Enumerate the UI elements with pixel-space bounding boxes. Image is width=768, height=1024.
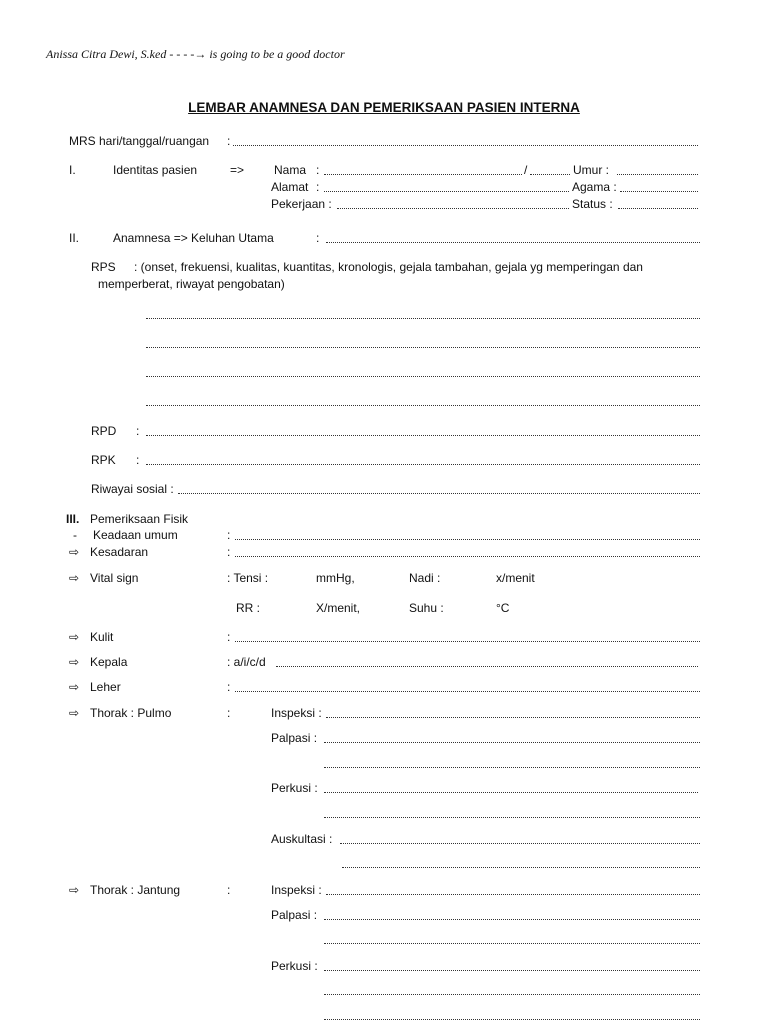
arrow-icon: ⇨ — [69, 545, 80, 559]
jantung-palpasi-field-2[interactable] — [324, 943, 700, 944]
pulmo-palpasi-label: Palpasi : — [271, 731, 318, 745]
keadaan-colon: : — [227, 528, 231, 542]
nama-slash: / — [524, 163, 528, 177]
kepala-field[interactable] — [276, 666, 698, 667]
document-title: LEMBAR ANAMNESA DAN PEMERIKSAAN PASIEN INTERNA — [188, 100, 580, 115]
agama-field[interactable] — [620, 191, 698, 192]
status-field[interactable] — [618, 208, 698, 209]
pulmo-palpasi-field-2[interactable] — [324, 767, 700, 768]
keluhan-colon: : — [316, 231, 320, 245]
mrs-colon: : — [227, 134, 231, 148]
jantung-palpasi-label: Palpasi : — [271, 908, 318, 922]
pulmo-perkusi-field-2[interactable] — [324, 817, 700, 818]
rps-line-3[interactable] — [146, 376, 700, 377]
alamat-label: Alamat — [271, 180, 309, 194]
kepala-value: : a/i/c/d — [227, 655, 266, 669]
rpk-colon: : — [136, 453, 140, 467]
pulmo-inspeksi-field[interactable] — [326, 717, 700, 718]
rps-description-2: memperberat, riwayat pengobatan) — [98, 277, 285, 291]
pulmo-colon: : — [227, 706, 231, 720]
arrow-icon: ⇨ — [69, 655, 80, 669]
kesadaran-label: Kesadaran — [90, 545, 149, 559]
keluhan-utama-field[interactable] — [326, 242, 700, 243]
alamat-field[interactable] — [324, 191, 569, 192]
pulmo-inspeksi-label: Inspeksi : — [271, 706, 322, 720]
status-label: Status : — [572, 197, 613, 211]
nama-field[interactable] — [324, 174, 522, 175]
section-1-number: I. — [69, 163, 76, 177]
jantung-perkusi-field-3[interactable] — [324, 1019, 700, 1020]
rps-label: RPS — [91, 260, 116, 274]
jantung-inspeksi-label: Inspeksi : — [271, 883, 322, 897]
keadaan-dash: - — [73, 528, 77, 542]
kesadaran-field[interactable] — [235, 556, 700, 557]
mrs-field[interactable] — [233, 145, 698, 146]
keadaan-umum-field[interactable] — [235, 539, 700, 540]
nadi-label: Nadi : — [409, 571, 441, 585]
pulmo-auskultasi-field[interactable] — [340, 843, 700, 844]
pekerjaan-field[interactable] — [337, 208, 569, 209]
tensi-label: : Tensi : — [227, 571, 269, 585]
suhu-unit: °C — [496, 601, 510, 615]
section-3-number: III. — [66, 512, 80, 526]
anamnesa-label: Anamnesa => Keluhan Utama — [113, 231, 274, 245]
keadaan-umum-label: Keadaan umum — [93, 528, 178, 542]
rps-line-2[interactable] — [146, 347, 700, 348]
jantung-perkusi-field[interactable] — [324, 970, 700, 971]
rpd-label: RPD — [91, 424, 117, 438]
rps-line-4[interactable] — [146, 405, 700, 406]
rpd-colon: : — [136, 424, 140, 438]
nadi-unit: x/menit — [496, 571, 535, 585]
jantung-colon: : — [227, 883, 231, 897]
arrow-icon: ⇨ — [69, 706, 80, 720]
section-2-number: II. — [69, 231, 80, 245]
identitas-arrow: => — [230, 163, 245, 177]
arrow-icon: ⇨ — [69, 680, 80, 694]
pulmo-auskultasi-field-2[interactable] — [342, 867, 700, 868]
riwayat-sosial-field[interactable] — [178, 493, 700, 494]
rpk-label: RPK — [91, 453, 116, 467]
leher-field[interactable] — [235, 691, 700, 692]
umur-field[interactable] — [617, 174, 698, 175]
alamat-colon: : — [316, 180, 320, 194]
thorak-pulmo-label: Thorak : Pulmo — [90, 706, 172, 720]
mmhg-unit: mmHg, — [316, 571, 355, 585]
pulmo-perkusi-label: Perkusi : — [271, 781, 318, 795]
rpk-field[interactable] — [146, 464, 700, 465]
arrow-icon: ⇨ — [69, 571, 80, 585]
suhu-label: Suhu : — [409, 601, 444, 615]
thorak-jantung-label: Thorak : Jantung — [90, 883, 181, 897]
rps-line-1[interactable] — [146, 318, 700, 319]
kulit-label: Kulit — [90, 630, 114, 644]
pulmo-palpasi-field[interactable] — [324, 742, 700, 743]
kesadaran-colon: : — [227, 545, 231, 559]
jantung-perkusi-field-2[interactable] — [324, 994, 700, 995]
kulit-colon: : — [227, 630, 231, 644]
leher-label: Leher — [90, 680, 121, 694]
pulmo-auskultasi-label: Auskultasi : — [271, 832, 333, 846]
arrow-icon: ⇨ — [69, 883, 80, 897]
rr-label: RR : — [236, 601, 260, 615]
pemeriksaan-label: Pemeriksaan Fisik — [90, 512, 189, 526]
leher-colon: : — [227, 680, 231, 694]
pulmo-perkusi-field[interactable] — [324, 792, 698, 793]
rr-unit: X/menit, — [316, 601, 361, 615]
kulit-field[interactable] — [235, 641, 700, 642]
kepala-label: Kepala — [90, 655, 128, 669]
jantung-palpasi-field[interactable] — [324, 919, 700, 920]
nama-colon: : — [316, 163, 320, 177]
jantung-inspeksi-field[interactable] — [326, 894, 700, 895]
nama-field-2[interactable] — [530, 174, 570, 175]
identitas-label: Identitas pasien — [113, 163, 198, 177]
umur-label: Umur : — [573, 163, 609, 177]
jantung-perkusi-label: Perkusi : — [271, 959, 318, 973]
arrow-icon: ⇨ — [69, 630, 80, 644]
rps-description-1: : (onset, frekuensi, kualitas, kuantitas, kronologis, gejala tambahan, gejala yg memperingan dan — [134, 260, 643, 274]
rpd-field[interactable] — [146, 435, 700, 436]
nama-label: Nama — [274, 163, 307, 177]
agama-label: Agama : — [572, 180, 617, 194]
riwayat-sosial-label: Riwayai sosial : — [91, 482, 174, 496]
vital-sign-label: Vital sign — [90, 571, 139, 585]
mrs-label: MRS hari/tanggal/ruangan — [69, 134, 210, 148]
header-note: Anissa Citra Dewi, S.ked - - - -→ is going to be a good doctor — [46, 47, 345, 61]
pekerjaan-label: Pekerjaan : — [271, 197, 332, 211]
